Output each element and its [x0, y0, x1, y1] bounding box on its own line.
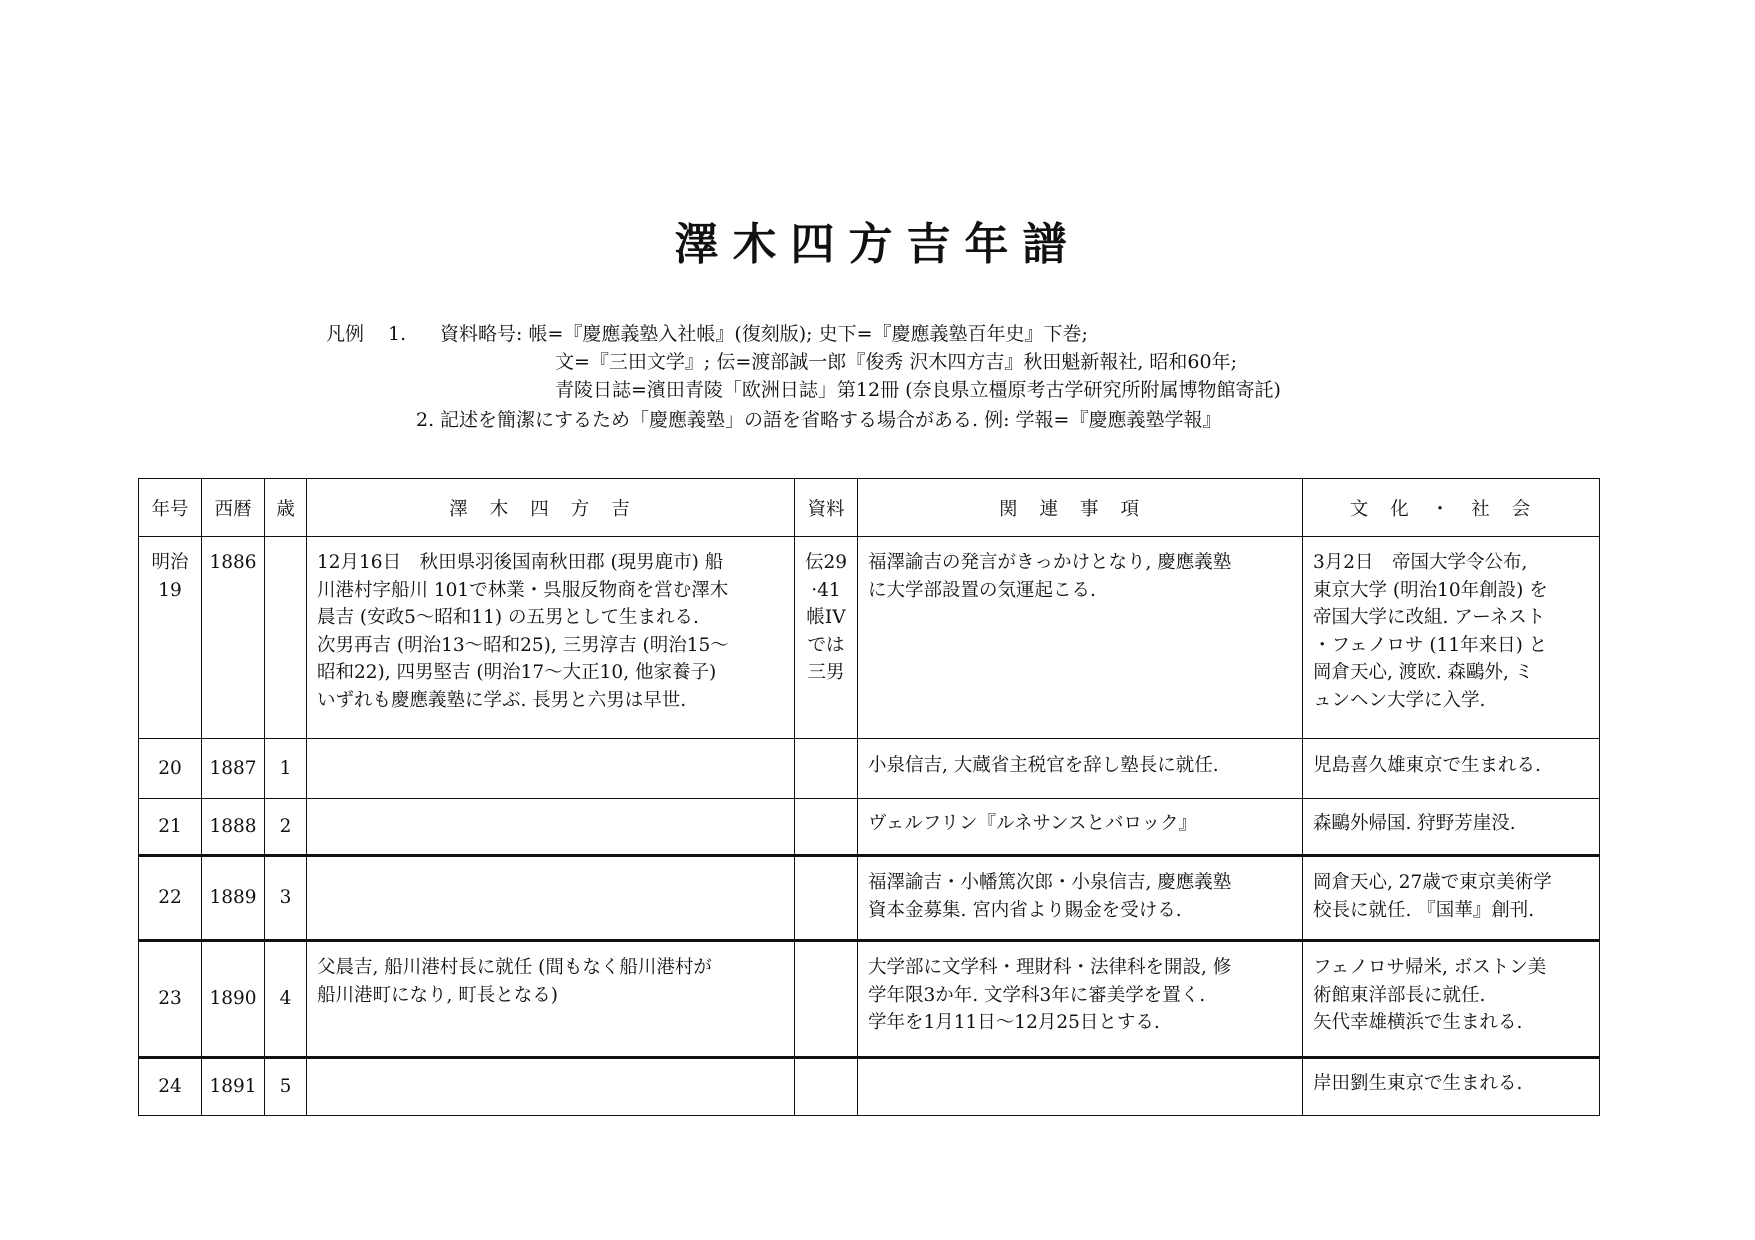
cell-sawaki: [307, 537, 795, 739]
cell-text-line: ュンヘン大学に入学.: [1313, 689, 1486, 711]
cell-text-line: 次男再吉 (明治13～昭和25), 三男淳吉 (明治15～: [317, 634, 729, 656]
cell-text-line: 23: [158, 988, 182, 1010]
header-source: 資料: [795, 479, 858, 537]
cell-text-line: 川港村字船川 101で林業・呉服反物商を営む澤木: [317, 579, 729, 601]
cell-text-line: 帝国大学に改組. アーネスト: [1313, 607, 1546, 628]
cell-text-line: 大学部に文学科・理財科・法律科を開設, 修: [868, 957, 1232, 978]
cell-sawaki: [307, 941, 795, 1058]
cell-text-line: 校長に就任. 『国華』創刊.: [1313, 899, 1535, 921]
cell-text-line: では: [807, 634, 845, 656]
cell-text-line: 昭和22), 四男堅吉 (明治17～大正10, 他家養子): [317, 662, 717, 683]
cell-text-line: に大学部設置の気運起こる.: [868, 579, 1096, 601]
cell-year: [202, 941, 265, 1058]
cell-text-line: 帳IV: [806, 607, 846, 628]
cell-text-line: 東京大学 (明治10年創設) を: [1313, 579, 1548, 601]
cell-era: [139, 799, 202, 856]
cell-text-line: 船川港町になり, 町長となる): [317, 984, 558, 1006]
cell-text-line: 5: [279, 1076, 292, 1098]
cell-text-line: 資本金募集. 宮内省より賜金を受ける.: [868, 899, 1182, 921]
cell-text-line: 22: [158, 887, 182, 909]
header-sawaki: 澤木四方吉: [307, 479, 795, 537]
cell-text-line: 明治: [151, 552, 189, 573]
cell-text-line: 森鷗外帰国. 狩野芳崖没.: [1313, 812, 1516, 834]
cell-related: [858, 739, 1303, 799]
cell-text-line: 1886: [209, 552, 257, 573]
cell-text-line: 1888: [209, 815, 257, 837]
cell-source: [795, 941, 858, 1058]
cell-culture: [1303, 941, 1600, 1058]
cell-text-line: 1889: [209, 887, 257, 909]
cell-culture: [1303, 739, 1600, 799]
legend-number-1: 1.: [388, 323, 407, 345]
cell-year: [202, 537, 265, 739]
cell-text-line: 術館東洋部長に就任.: [1313, 984, 1486, 1006]
cell-sawaki: [307, 856, 795, 941]
cell-text-line: 父晨吉, 船川港村長に就任 (間もなく船川港村が: [317, 957, 712, 978]
cell-text-line: 19: [158, 579, 182, 601]
cell-text-line: 岸田劉生東京で生まれる.: [1313, 1073, 1523, 1095]
header-culture: 文化・社会: [1303, 479, 1600, 537]
legend-line: 文=『三田文学』; 伝=渡部誠一郎『俊秀 沢木四方吉』秋田魁新報社, 昭和60年;: [555, 351, 1237, 373]
cell-era: [139, 537, 202, 739]
cell-culture: [1303, 799, 1600, 856]
cell-text-line: 児島喜久雄東京で生まれる.: [1313, 754, 1541, 776]
cell-text-line: 岡倉天心, 渡欧. 森鷗外, ミ: [1313, 662, 1534, 683]
cell-source: [795, 799, 858, 856]
cell-text-line: 1887: [209, 757, 257, 779]
cell-text-line: 1890: [209, 988, 257, 1010]
legend-line: 資料略号: 帳=『慶應義塾入社帳』(復刻版); 史下=『慶應義塾百年史』下巻;: [440, 323, 1088, 345]
cell-era: [139, 941, 202, 1058]
cell-source: [795, 537, 858, 739]
legend-number-2: 2.: [416, 409, 435, 431]
table-row: [139, 739, 1600, 799]
cell-era: [139, 856, 202, 941]
table-row: [139, 799, 1600, 856]
cell-culture: [1303, 1058, 1600, 1116]
cell-related: [858, 799, 1303, 856]
header-age: 歳: [265, 479, 307, 537]
cell-text-line: いずれも慶應義塾に学ぶ. 長男と六男は早世.: [317, 689, 687, 711]
header-related: 関連事項: [858, 479, 1303, 537]
cell-text-line: ·41: [811, 579, 841, 601]
cell-related: [858, 856, 1303, 941]
cell-age: [265, 941, 307, 1058]
cell-source: [795, 1058, 858, 1116]
legend-label: 凡例: [326, 323, 365, 345]
cell-era: [139, 739, 202, 799]
cell-year: [202, 1058, 265, 1116]
cell-culture: [1303, 537, 1600, 739]
table-row: [139, 1058, 1600, 1116]
cell-text-line: ヴェルフリン『ルネサンスとバロック』: [868, 812, 1198, 834]
cell-text-line: 20: [158, 757, 182, 779]
cell-related: [858, 941, 1303, 1058]
cell-sawaki: [307, 799, 795, 856]
cell-text-line: 4: [279, 988, 292, 1010]
cell-age: [265, 1058, 307, 1116]
cell-age: [265, 799, 307, 856]
header-era: 年号: [139, 479, 202, 537]
cell-era: [139, 1058, 202, 1116]
cell-text-line: 1: [279, 757, 292, 779]
cell-text-line: フェノロサ帰米, ボストン美: [1313, 957, 1547, 978]
cell-text-line: 福澤諭吉の発言がきっかけとなり, 慶應義塾: [868, 552, 1232, 573]
cell-text-line: 小泉信吉, 大蔵省主税官を辞し塾長に就任.: [868, 754, 1219, 776]
legend-line: 青陵日誌=濱田青陵「欧洲日誌」第12冊 (奈良県立橿原考古学研究所附属博物館寄託): [555, 379, 1281, 401]
page-title: 澤木四方吉年譜: [674, 219, 1081, 270]
cell-source: [795, 856, 858, 941]
legend-line: 記述を簡潔にするため「慶應義塾」の語を省略する場合がある. 例: 学報=『慶應義塾学報』: [440, 409, 1222, 431]
table-row: [139, 856, 1600, 941]
cell-related: [858, 1058, 1303, 1116]
cell-text-line: 矢代幸雄横浜で生まれる.: [1313, 1012, 1523, 1033]
cell-sawaki: [307, 1058, 795, 1116]
cell-text-line: 晨吉 (安政5～昭和11) の五男として生まれる.: [317, 607, 699, 628]
cell-text-line: ・フェノロサ (11年来日) と: [1313, 634, 1548, 656]
cell-year: [202, 739, 265, 799]
table-row: [139, 941, 1600, 1058]
cell-text-line: 三男: [807, 662, 845, 683]
cell-year: [202, 799, 265, 856]
cell-age: [265, 856, 307, 941]
chronology-table: [138, 478, 1600, 1116]
cell-year: [202, 856, 265, 941]
cell-text-line: 学年限3か年. 文学科3年に審美学を置く.: [868, 984, 1206, 1006]
cell-text-line: 2: [279, 815, 292, 837]
cell-source: [795, 739, 858, 799]
cell-text-line: 24: [158, 1076, 182, 1098]
header-year: 西暦: [202, 479, 265, 537]
cell-age: [265, 537, 307, 739]
table-header-row: [139, 479, 1600, 537]
cell-related: [858, 537, 1303, 739]
cell-text-line: 21: [158, 815, 182, 837]
cell-text-line: 福澤諭吉・小幡篤次郎・小泉信吉, 慶應義塾: [868, 872, 1232, 893]
cell-text-line: 3: [279, 887, 292, 909]
cell-text-line: 学年を1月11日～12月25日とする.: [868, 1012, 1160, 1033]
cell-age: [265, 739, 307, 799]
cell-text-line: 伝29: [804, 552, 848, 573]
cell-text-line: 1891: [209, 1076, 257, 1098]
table-row: [139, 537, 1600, 739]
cell-sawaki: [307, 739, 795, 799]
cell-culture: [1303, 856, 1600, 941]
cell-text-line: 岡倉天心, 27歳で東京美術学: [1313, 872, 1552, 893]
cell-text-line: 12月16日 秋田県羽後国南秋田郡 (現男鹿市) 船: [317, 552, 724, 573]
cell-text-line: 3月2日 帝国大学令公布,: [1313, 552, 1528, 573]
